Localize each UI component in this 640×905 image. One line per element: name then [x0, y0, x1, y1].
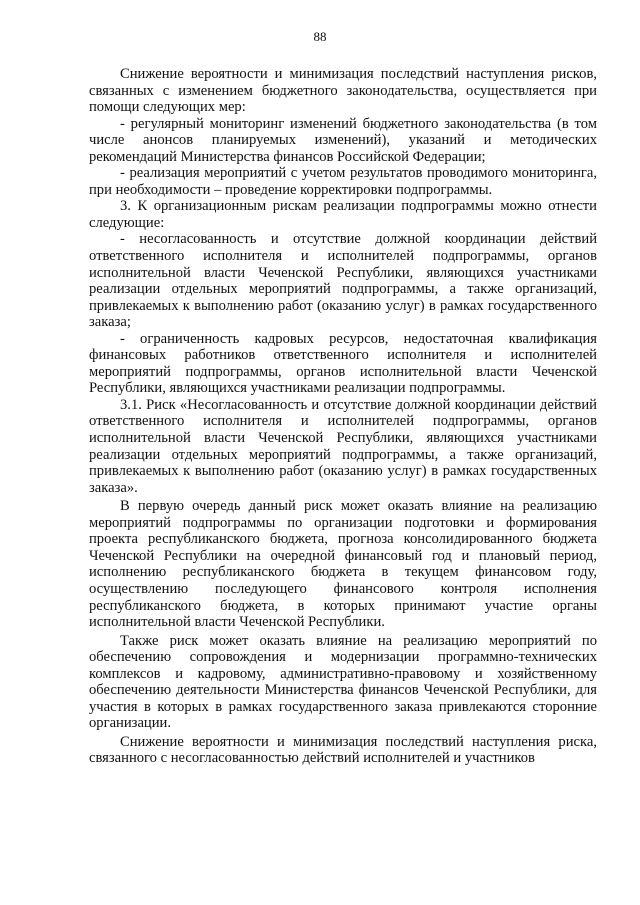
paragraph-risk-3-1: 3.1. Риск «Несогласованность и отсутствие должной координации действий ответственного исполнителя и исполнителей подпрограммы, органов исполнительной власти Чеченской Республики, являющихся участниками реализации отдельных мероприятий подпрограммы, а также организаций, привлекаемых к выполнению работ (оказанию услуг) в рамках государственных заказа». — [89, 396, 597, 496]
paragraph-risk-impact: В первую очередь данный риск может оказать влияние на реализацию мероприятий подпрограммы по организации подготовки и формирования проекта республиканского бюджета, прогноза консолидированного бюджета Чеченской Республики на очередной финансовый год и плановый период, исполнению республиканского бюджета в текущем финансовом году, осуществлению последующего финансового контроля исполнения республиканского бюджета, в которых принимают участие органы исполнительной власти Чеченской Республики. — [89, 498, 597, 631]
page-number: 88 — [313, 29, 327, 44]
paragraph-implementation-item: - реализация мероприятий с учетом результатов проводимого мониторинга, при необходимости – проведение корректировки подпрограммы. — [89, 165, 597, 198]
paragraph-coordination-item: - несогласованность и отсутствие должной координации действий ответственного исполнителя и исполнителей подпрограммы, органов исполнительной власти Чеченской Республики, являющихся участниками реализации отдельных мероприятий подпрограммы, а также организаций, привлекаемых к выполнению работ (оказанию услуг) в рамках государственного заказа; — [89, 231, 597, 331]
paragraph-risk-reduction: Снижение вероятности и минимизация последствий наступления риска, связанного с несогласованностью действий исполнителей и участников — [89, 733, 597, 767]
paragraph-monitoring-item: - регулярный мониторинг изменений бюджетного законодательства (в том числе анонсов планируемых изменений), указаний и методических рекомендаций Министерства финансов Российской Федерации; — [89, 115, 597, 165]
paragraph-risk-mitigation-intro: Снижение вероятности и минимизация последствий наступления рисков, связанных с изменением бюджетного законодательства, осуществляется при помощи следующих мер: — [89, 66, 597, 116]
paragraph-additional-impact: Также риск может оказать влияние на реализацию мероприятий по обеспечению сопровождения и модернизации программно-технических комплексов и кадровому, административно-правовому и хозяйственному обеспечению деятельности Министерства финансов Чеченской Республики, для участия в которых в рамках государственного заказа привлекаются сторонние организации. — [89, 632, 597, 732]
paragraph-staffing-item: - ограниченность кадровых ресурсов, недостаточная квалификация финансовых работников ответственного исполнителя и исполнителей мероприятий подпрограммы, органов исполнительной власти Чеченской Республики, являющихся участниками реализации подпрограммы. — [89, 330, 597, 397]
page-body — [89, 66, 597, 767]
paragraph-organizational-risks: 3. К организационным рискам реализации подпрограммы можно отнести следующие: — [89, 198, 597, 231]
